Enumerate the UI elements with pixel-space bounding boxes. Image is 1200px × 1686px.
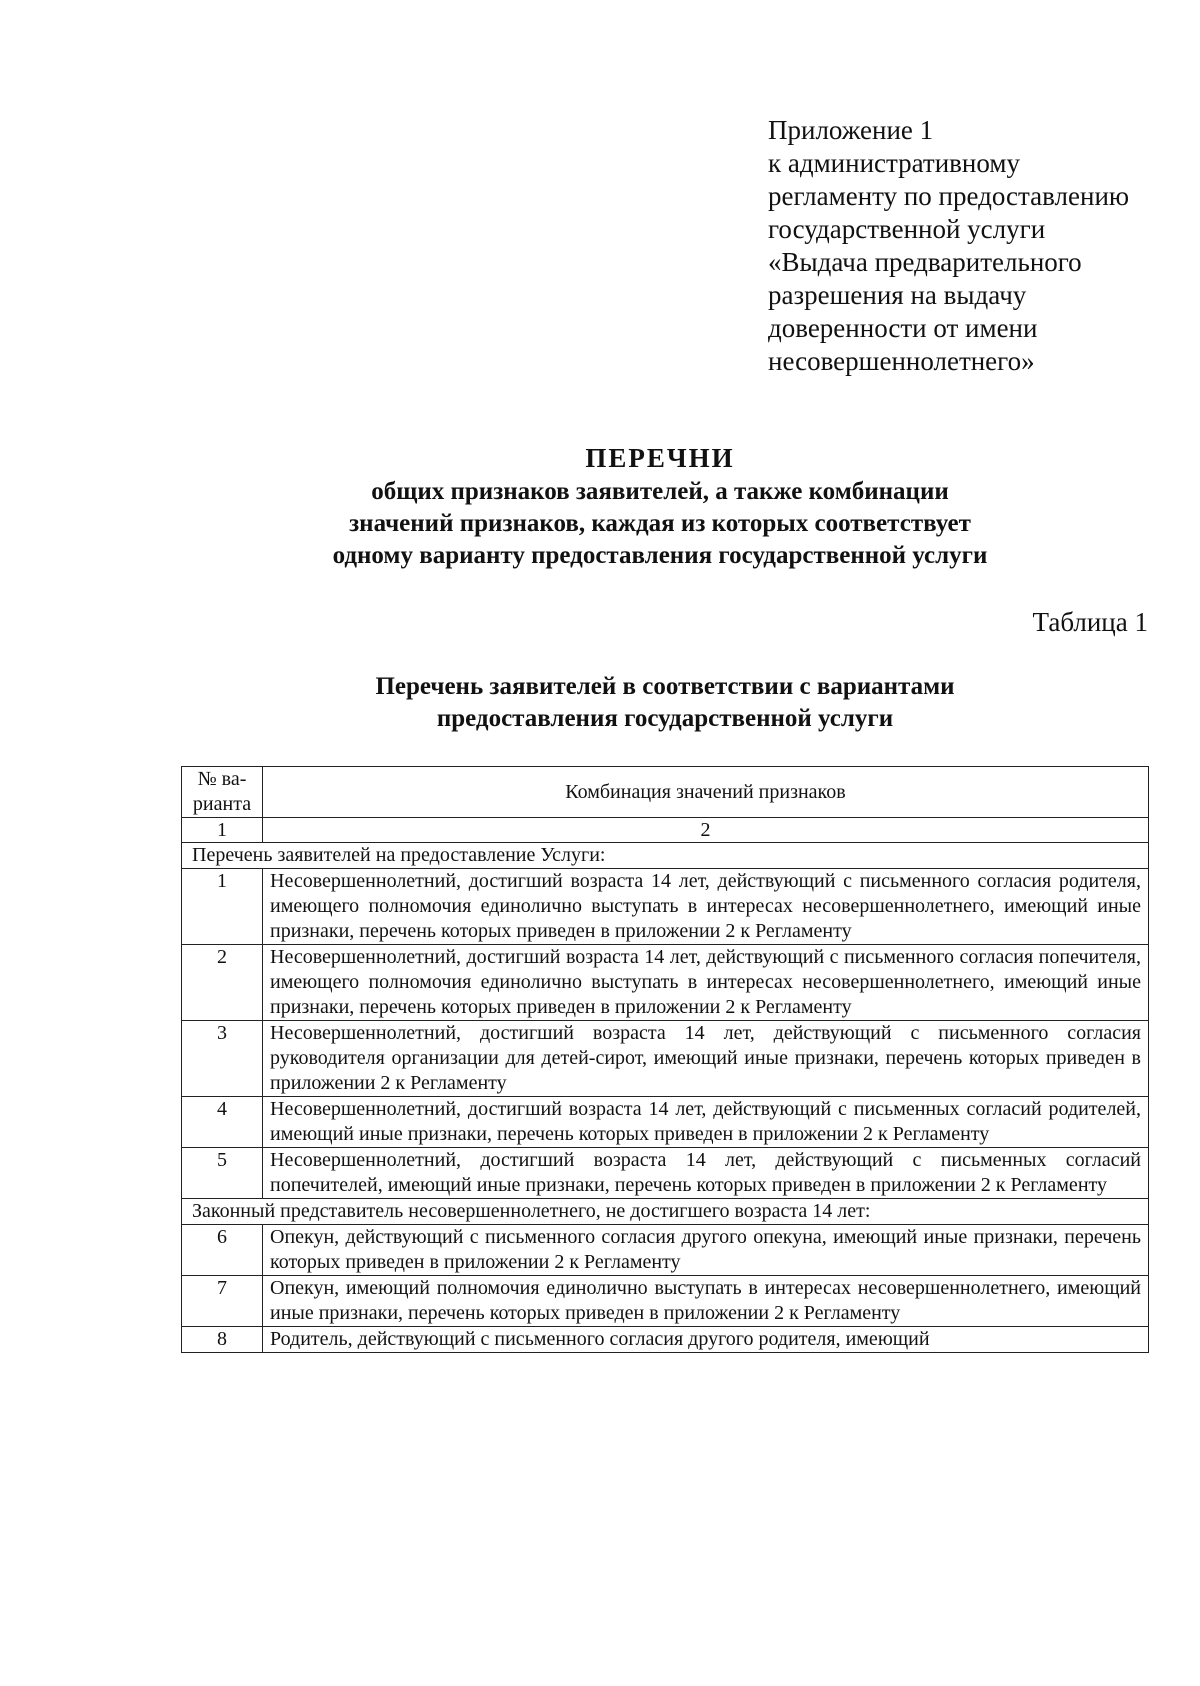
table-label: Таблица 1 <box>1032 607 1148 637</box>
variant-description: Несовершеннолетний, достигший возраста 14 лет, действующий с письменных согласий попечителей, имеющий иные признаки, перечень которых приведен в приложении 2 к Регламенту <box>263 1148 1149 1199</box>
variant-description: Несовершеннолетний, достигший возраста 14 лет, действующий с письменных согласий родителей, имеющий иные признаки, перечень которых приведен в приложении 2 к Регламенту <box>263 1097 1149 1148</box>
table-row <box>182 1327 1149 1353</box>
table-index-row <box>182 818 1149 843</box>
variant-number: 8 <box>182 1327 263 1353</box>
table-row <box>182 1021 1149 1097</box>
section-row <box>182 843 1149 869</box>
variant-number: 5 <box>182 1148 263 1199</box>
annex-line: Приложение 1 <box>768 115 934 145</box>
variant-description: Родитель, действующий с письменного согласия другого родителя, имеющий <box>263 1327 1149 1353</box>
variant-description: Опекун, действующий с письменного согласия другого опекуна, имеющий иные признаки, перечень которых приведен в приложении 2 к Регламенту <box>263 1225 1149 1276</box>
title-main: ПЕРЕЧНИ <box>585 443 735 473</box>
annex-line: государственной услуги <box>768 214 1046 244</box>
variant-description: Несовершеннолетний, достигший возраста 14 лет, действующий с письменного согласия родителя, имеющего полномочия единолично выступать в интересах несовершеннолетнего, имеющий иные признаки, перечень которых приведен в приложении 2 к Регламенту <box>263 869 1149 945</box>
document-title <box>160 442 1160 572</box>
table-header-row <box>182 767 1149 818</box>
table-row <box>182 945 1149 1021</box>
variants-table <box>181 766 1149 1353</box>
index-cell: 2 <box>263 818 1149 843</box>
table-title-line: Перечень заявителей в соответствии с вариантами <box>375 673 955 700</box>
index-cell: 1 <box>182 818 263 843</box>
table-row <box>182 869 1149 945</box>
section-row <box>182 1199 1149 1225</box>
variant-number: 1 <box>182 869 263 945</box>
table-title-line: предоставления государственной услуги <box>436 705 894 732</box>
annex-line: «Выдача предварительного <box>768 247 1082 277</box>
section-title: Законный представитель несовершеннолетнего, не достигшего возраста 14 лет: <box>182 1199 1149 1225</box>
table-row <box>182 1097 1149 1148</box>
header-variant-line: № ва- <box>197 768 247 790</box>
variant-description: Несовершеннолетний, достигший возраста 14 лет, действующий с письменного согласия попечителя, имеющего полномочия единолично выступать в интересах несовершеннолетнего, имеющий иные признаки, перечень которых приведен в приложении 2 к Регламенту <box>263 945 1149 1021</box>
annex-line: регламенту по предоставлению <box>768 181 1130 211</box>
annex-line: к административному <box>768 148 1020 178</box>
table-row <box>182 1276 1149 1327</box>
variant-number: 2 <box>182 945 263 1021</box>
table-title <box>160 671 1170 735</box>
title-line: общих признаков заявителей, а также комбинации <box>371 478 949 505</box>
table-row <box>182 1225 1149 1276</box>
title-line: значений признаков, каждая из которых соответствует <box>349 510 971 537</box>
annex-line: разрешения на выдачу <box>768 280 1027 310</box>
annex-line: несовершеннолетнего» <box>768 346 1035 376</box>
annex-block <box>768 114 1178 378</box>
table-row <box>182 1148 1149 1199</box>
variant-description: Опекун, имеющий полномочия единолично выступать в интересах несовершеннолетнего, имеющий иные признаки, перечень которых приведен в приложении 2 к Регламенту <box>263 1276 1149 1327</box>
header-combination: Комбинация значений признаков <box>263 767 1149 818</box>
title-line: одному варианту предоставления государственной услуги <box>332 542 988 569</box>
variant-number: 4 <box>182 1097 263 1148</box>
variant-number: 7 <box>182 1276 263 1327</box>
variant-description: Несовершеннолетний, достигший возраста 14 лет, действующий с письменного согласия руководителя организации для детей-сирот, имеющий иные признаки, перечень которых приведен в приложении 2 к Регламенту <box>263 1021 1149 1097</box>
variant-number: 6 <box>182 1225 263 1276</box>
variant-number: 3 <box>182 1021 263 1097</box>
section-title: Перечень заявителей на предоставление Услуги: <box>182 843 1149 869</box>
header-variant-number <box>182 767 263 818</box>
header-variant-line: рианта <box>192 793 252 815</box>
annex-line: доверенности от имени <box>768 313 1038 343</box>
